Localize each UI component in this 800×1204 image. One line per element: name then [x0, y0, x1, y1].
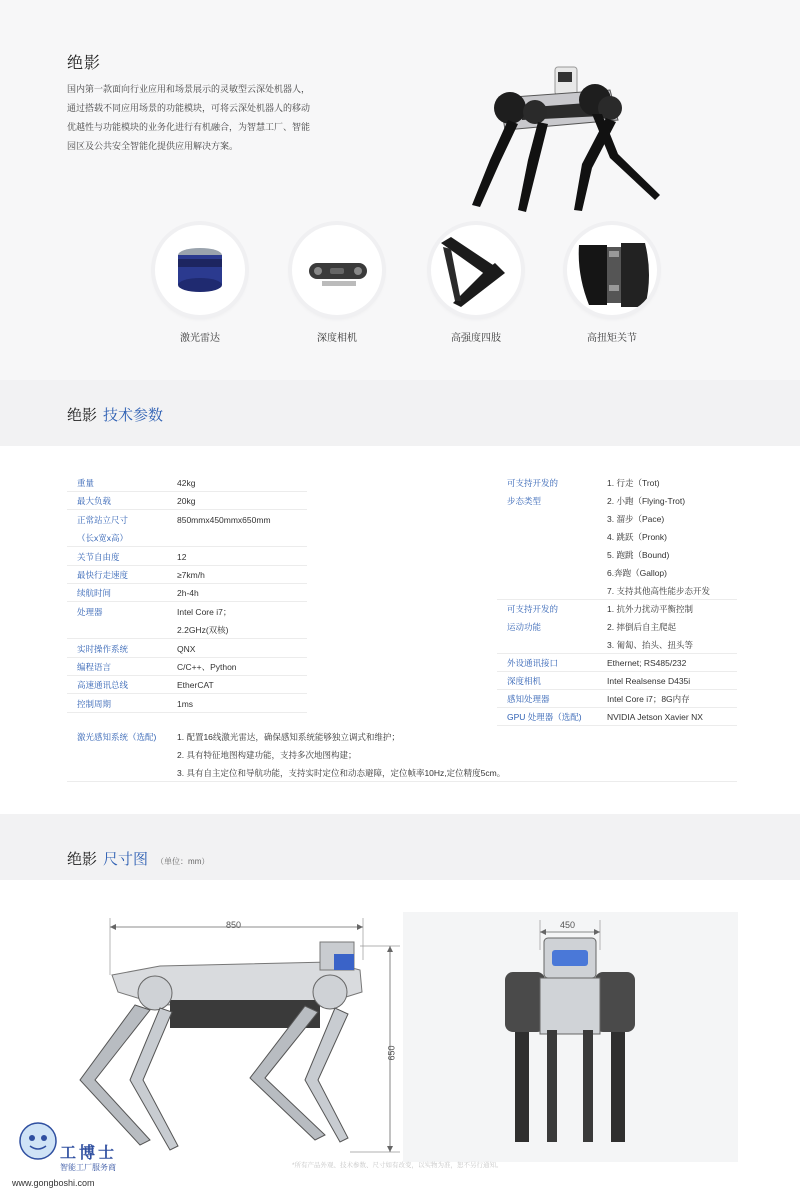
product-description: 国内第一款面向行业应用和场景展示的灵敏型云深处机器人，通过搭载不同应用场景的功能模块，可将云深处机器人的移动优越性与功能模块的业务化进行有机融合，为智慧工厂、智能园区及公共安全智能化提供应用解决方案。	[67, 84, 311, 151]
spec-value: Intel Core i7；8G内存	[607, 694, 690, 704]
spec-row	[497, 600, 737, 618]
spec-row	[67, 511, 307, 529]
spec-key: 深度相机	[507, 676, 542, 686]
spec-key: 最大负载	[77, 496, 112, 506]
depth-camera-icon	[292, 225, 382, 315]
feature-lidar	[150, 225, 250, 345]
lidar-icon	[155, 225, 245, 315]
limb-icon	[431, 225, 521, 315]
spec-value: 20kg	[177, 496, 196, 506]
spec-value: NVIDIA Jetson Xavier NX	[607, 712, 703, 722]
spec-row	[497, 564, 737, 582]
spec-value: C/C++、Python	[177, 662, 237, 672]
spec-row	[497, 528, 737, 546]
spec-row	[67, 695, 307, 713]
dimension-unit: （单位：mm）	[156, 857, 210, 866]
width-dimension: 450	[560, 920, 576, 930]
disclaimer-note: *所有产品外观、技术参数、尺寸如有改变，以实物为准，恕不另行通知。	[292, 1162, 503, 1169]
feature-label: 激光雷达	[180, 333, 220, 344]
feature-limb	[426, 225, 526, 345]
spec-row	[497, 492, 737, 510]
spec-key: 激光感知系统（选配)	[77, 732, 157, 742]
spec-key: 高速通讯总线	[77, 680, 129, 690]
logo-mascot-icon	[20, 1123, 56, 1159]
spec-value: Intel Realsense D435i	[607, 676, 691, 686]
spec-value: EtherCAT	[177, 680, 214, 690]
spec-row	[497, 474, 737, 492]
spec-row	[67, 658, 307, 676]
spec-key: 步态类型	[507, 496, 542, 506]
spec-row	[67, 676, 307, 694]
dimension-heading-title: 尺寸图	[103, 851, 149, 868]
spec-value: 3. 溜步（Pace)	[607, 514, 665, 524]
spec-table-right	[497, 474, 737, 732]
spec-row	[497, 546, 737, 564]
feature-depth-camera	[287, 225, 387, 345]
robot-dog-image	[460, 60, 670, 220]
spec-row	[497, 582, 737, 600]
spec-value: 1. 配置16线激光雷达，确保感知系统能够独立调式和维护；	[177, 732, 400, 742]
spec-row	[67, 474, 307, 492]
spec-value: 6.奔跑（Gallop)	[607, 568, 667, 578]
spec-value: 1. 行走（Trot)	[607, 478, 660, 488]
dimension-section-header	[0, 814, 800, 880]
feature-label: 高强度四肢	[451, 333, 501, 344]
spec-row	[497, 510, 737, 528]
spec-key: 可支持开发的	[507, 478, 559, 488]
spec-row	[67, 566, 307, 584]
spec-value: QNX	[177, 644, 196, 654]
spec-key: 续航时间	[77, 588, 112, 598]
spec-value: 1ms	[177, 699, 194, 709]
spec-key: 可支持开发的	[507, 604, 559, 614]
logo-url: www.gongboshi.com	[12, 1178, 95, 1188]
spec-row	[497, 654, 737, 672]
spec-key: 处理器	[77, 607, 103, 617]
spec-heading-title: 技术参数	[103, 407, 164, 424]
spec-row	[67, 492, 307, 510]
spec-key: 编程语言	[77, 662, 112, 672]
spec-value: 4. 跳跃（Pronk)	[607, 532, 667, 542]
logo-name: 工博士	[60, 1145, 118, 1162]
spec-value: 1. 抗外力扰动平衡控制	[607, 604, 693, 614]
dimension-drawings	[0, 880, 800, 1204]
spec-value: 850mmx450mmx650mm	[177, 515, 271, 525]
spec-table-left	[67, 474, 307, 714]
spec-value: 2.2GHz(双核)	[177, 625, 229, 635]
feature-joint	[562, 225, 662, 345]
spec-row	[67, 728, 737, 746]
spec-row	[67, 529, 307, 547]
spec-key: 关节自由度	[77, 552, 120, 562]
spec-value: 2h-4h	[177, 588, 199, 598]
spec-value: 3. 匍匐、抬头、扭头等	[607, 640, 693, 650]
lidar-spec	[67, 728, 737, 784]
spec-value: 2. 小跑（Flying-Trot)	[607, 496, 686, 506]
spec-value: Intel Core i7；	[177, 607, 232, 617]
spec-key: （长x宽x高）	[77, 533, 129, 543]
spec-row	[67, 621, 307, 639]
spec-key: 正常站立尺寸	[77, 515, 129, 525]
product-title: 绝影	[67, 55, 102, 72]
spec-heading	[67, 404, 163, 425]
spec-key: 重量	[77, 478, 95, 488]
length-dimension: 850	[226, 920, 242, 930]
spec-row	[497, 690, 737, 708]
spec-heading-name: 绝影	[67, 407, 98, 424]
spec-row	[497, 636, 737, 654]
spec-value: 12	[177, 552, 187, 562]
spec-key: 外设通讯接口	[507, 658, 559, 668]
height-dimension: 650	[386, 1045, 397, 1061]
spec-key: 控制周期	[77, 699, 112, 709]
feature-label: 深度相机	[317, 333, 357, 344]
spec-key: 实时操作系统	[77, 644, 129, 654]
spec-value: ≥7km/h	[177, 570, 205, 580]
spec-value: 5. 跑跳（Bound)	[607, 550, 670, 560]
spec-row	[67, 603, 307, 621]
dimension-heading-name: 绝影	[67, 851, 98, 868]
joint-icon	[567, 225, 657, 315]
spec-key: GPU 处理器（选配)	[507, 712, 582, 722]
spec-key: 最快行走速度	[77, 570, 129, 580]
spec-row	[497, 618, 737, 636]
spec-key: 运动功能	[507, 622, 542, 632]
dimension-heading	[67, 848, 209, 869]
spec-value: 3. 具有自主定位和导航功能，支持实时定位和动态避障，定位帧率10Hz,定位精度5cm。	[177, 768, 506, 778]
spec-row	[497, 708, 737, 726]
spec-section-header	[0, 380, 800, 446]
spec-value: 42kg	[177, 478, 196, 488]
spec-row	[497, 672, 737, 690]
logo-subtitle: 智能工厂服务商	[60, 1163, 116, 1172]
spec-value: 2. 具有特征地图构建功能，支持多次地图构建；	[177, 750, 357, 760]
feature-label: 高扭矩关节	[587, 333, 637, 344]
spec-row	[67, 640, 307, 658]
spec-row	[67, 764, 737, 782]
spec-value: 7. 支持其他高性能步态开发	[607, 586, 710, 596]
spec-value: 2. 摔倒后自主爬起	[607, 622, 676, 632]
spec-row	[67, 584, 307, 602]
spec-value: Ethernet; RS485/232	[607, 658, 687, 668]
feature-list	[150, 225, 660, 345]
side-view-drawing	[80, 918, 400, 1152]
spec-row	[67, 548, 307, 566]
spec-row	[67, 746, 737, 764]
spec-key: 感知处理器	[507, 694, 550, 704]
hero-section	[0, 0, 800, 380]
